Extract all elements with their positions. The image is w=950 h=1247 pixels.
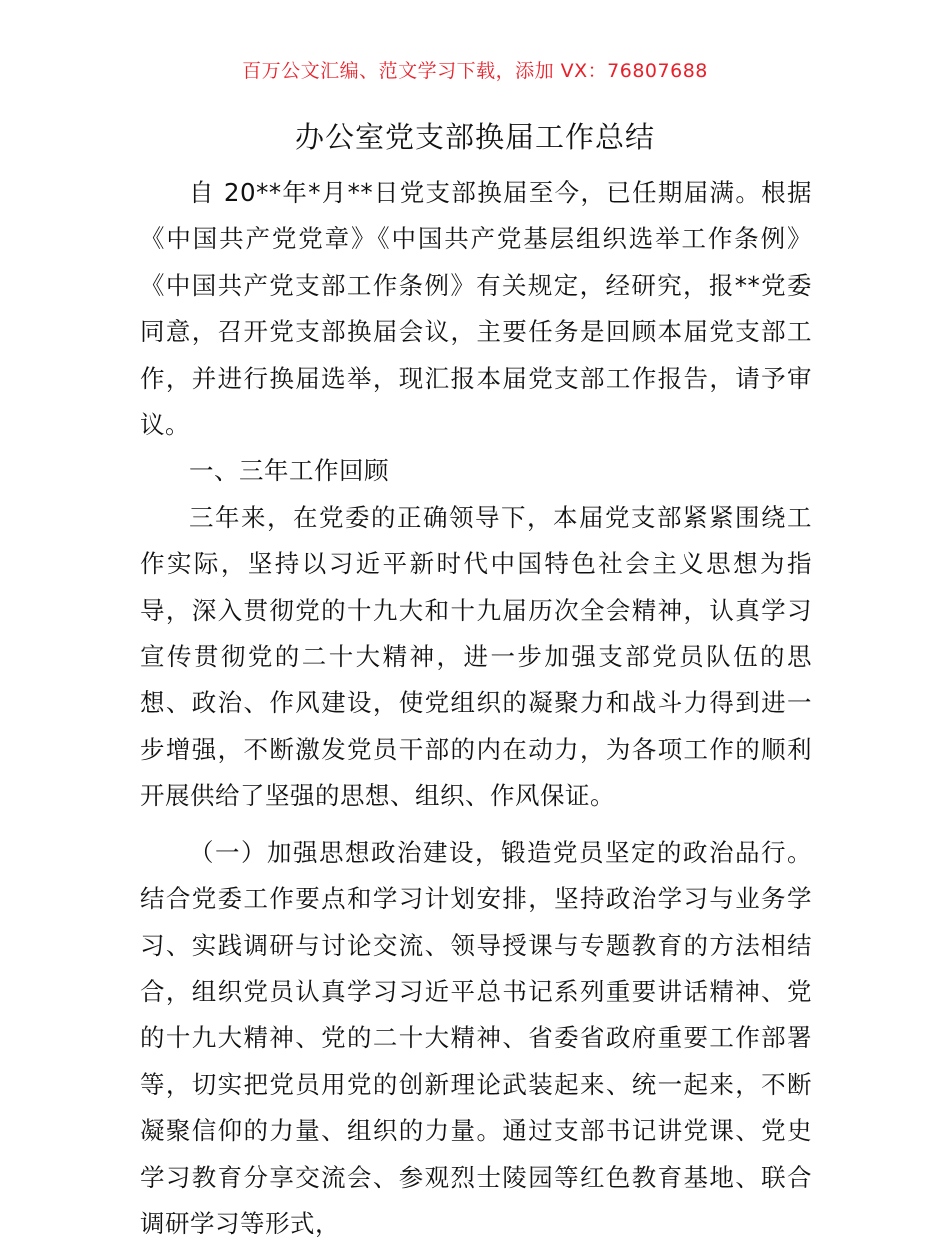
document-title: 办公室党支部换届工作总结 xyxy=(294,120,655,154)
document-body xyxy=(140,170,812,1247)
review-paragraph: 三年来，在党委的正确领导下，本届党支部紧紧围绕工作实际，坚持以习近平新时代中国特色社会主义思想为指导，深入贯彻党的十九大和十九届历次全会精神，认真学习宣传贯彻党的二十大精神，进一步加强支部党员队伍的思想、政治、作风建设，使党组织的凝聚力和战斗力得到进一步增强，不断激发党员干部的内在动力，为各项工作的顺利开展供给了坚强的思想、组织、作风保证。 xyxy=(140,502,812,811)
header-watermark-note: 百万公文汇编、范文学习下载，添加 VX：76807688 xyxy=(242,60,708,82)
section-heading: 一、三年工作回顾 xyxy=(189,456,389,486)
subsection-paragraph: （一）加强思想政治建设，锻造党员坚定的政治品行。结合党委工作要点和学习计划安排，坚持政治学习与业务学习、实践调研与讨论交流、领导授课与专题教育的方法相结合，组织党员认真学习习近平总书记系列重要讲话精神、党的十九大精神、党的二十大精神、省委省政府重要工作部署等，切实把党员用党的创新理论武装起来、统一起来，不断凝聚信仰的力量、组织的力量。通过支部书记讲党课、党史学习教育分享交流会、参观烈士陵园等红色教育基地、联合调研学习等形式， xyxy=(140,837,812,1238)
intro-paragraph: 自 20**年*月**日党支部换届至今，已任期届满。根据《中国共产党党章》《中国共产党基层组织选举工作条例》《中国共产党支部工作条例》有关规定，经研究，报**党委同意，召开党支部换届会议，主要任务是回顾本届党支部工作，并进行换届选举，现汇报本届党支部工作报告，请予审议。 xyxy=(140,178,812,440)
